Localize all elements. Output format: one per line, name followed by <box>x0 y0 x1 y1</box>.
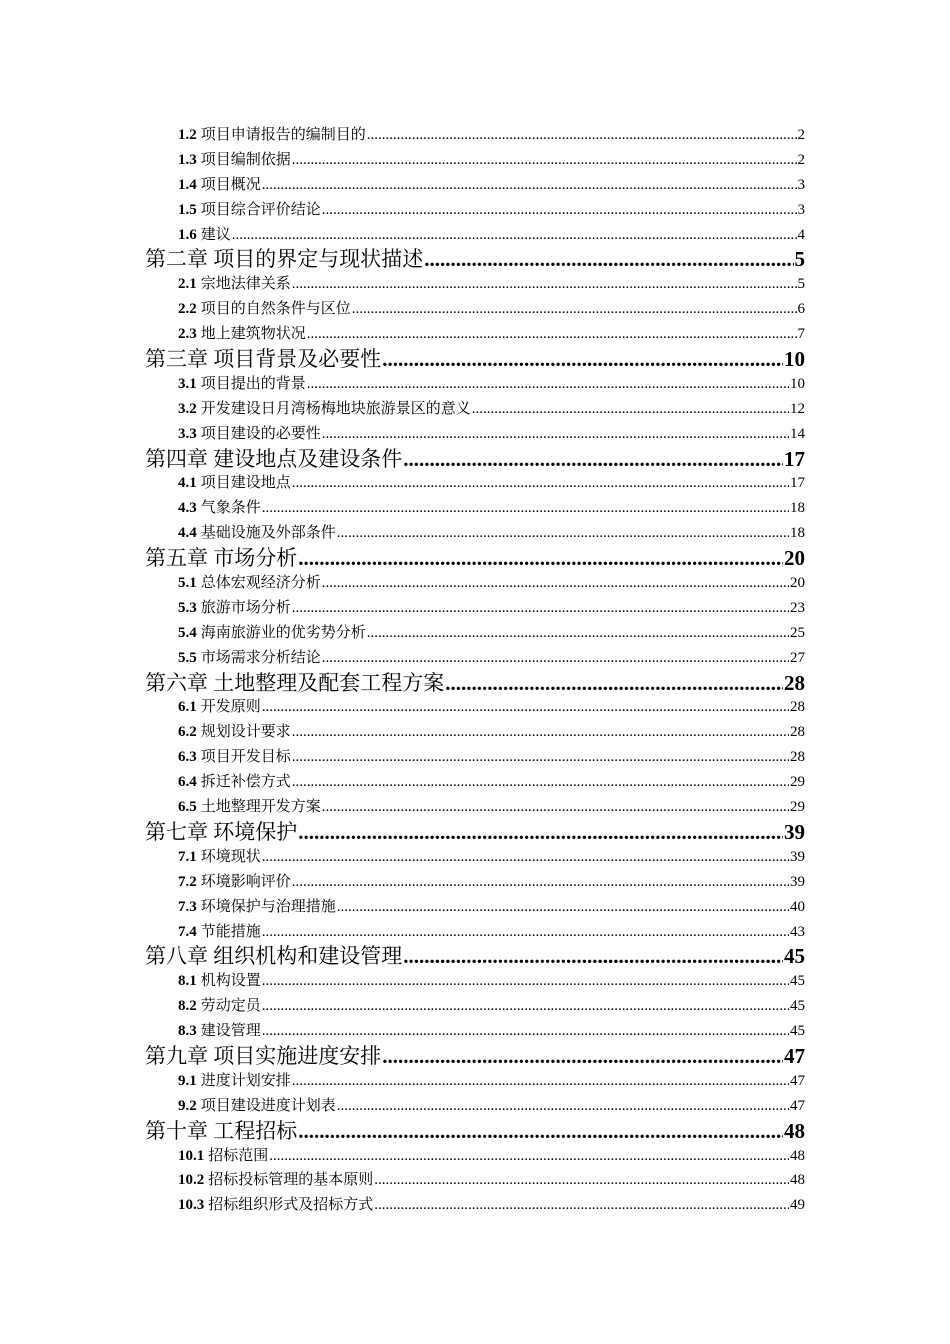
toc-entry-number: 4.3 <box>178 500 197 517</box>
toc-section-entry[interactable] <box>178 745 805 770</box>
toc-section-entry[interactable] <box>178 123 805 148</box>
toc-entry-number: 9.1 <box>178 1072 197 1089</box>
toc-entry-title: 建议 <box>200 226 231 243</box>
toc-page-number: 39 <box>790 873 805 890</box>
toc-entry-number: 10.3 <box>178 1197 205 1214</box>
toc-page-number: 47 <box>784 1043 805 1068</box>
toc-page-number: 28 <box>790 699 805 716</box>
toc-page-number: 3 <box>797 176 805 193</box>
toc-entry-title: 气象条件 <box>200 500 261 517</box>
toc-section-entry[interactable] <box>178 471 805 496</box>
toc-chapter-entry[interactable] <box>145 247 805 272</box>
toc-section-entry[interactable] <box>178 621 805 646</box>
toc-dot-leader <box>262 1019 789 1044</box>
toc-entry-title: 招标范围 <box>208 1147 269 1164</box>
toc-section-entry[interactable] <box>178 173 805 198</box>
toc-section-entry[interactable] <box>178 571 805 596</box>
toc-page-number: 48 <box>790 1172 805 1189</box>
toc-page-number: 5 <box>794 247 805 272</box>
toc-entry-title: 项目综合评价结论 <box>200 201 321 218</box>
toc-entry-number: 8.2 <box>178 998 197 1015</box>
toc-dot-leader <box>292 471 789 496</box>
toc-entry-title: 开发原则 <box>200 699 261 716</box>
toc-page-number: 48 <box>790 1147 805 1164</box>
toc-section-entry[interactable] <box>178 521 805 546</box>
toc-entry-number: 1.6 <box>178 226 197 243</box>
toc-entry-title: 项目编制依据 <box>200 151 291 168</box>
toc-entry-title: 项目建设进度计划表 <box>200 1097 336 1114</box>
toc-entry-number: 3.2 <box>178 400 197 417</box>
toc-dot-leader <box>322 198 797 223</box>
toc-entry-title: 总体宏观经济分析 <box>200 575 321 592</box>
toc-section-entry[interactable] <box>178 720 805 745</box>
toc-entry-title: 环境现状 <box>200 848 261 865</box>
toc-page-number: 39 <box>784 819 805 844</box>
toc-dot-leader <box>292 745 789 770</box>
toc-dot-leader <box>367 621 789 646</box>
toc-dot-leader <box>292 770 789 795</box>
toc-page-number: 18 <box>790 525 805 542</box>
toc-page-number: 3 <box>797 201 805 218</box>
toc-dot-leader <box>298 546 783 571</box>
toc-dot-leader <box>337 521 789 546</box>
toc-page-number: 45 <box>790 973 805 990</box>
toc-page-number: 39 <box>790 848 805 865</box>
toc-section-entry[interactable] <box>178 646 805 671</box>
toc-entry-title: 宗地法律关系 <box>200 276 291 293</box>
toc-page-number: 10 <box>790 375 805 392</box>
toc-page-number: 45 <box>790 1023 805 1040</box>
toc-page-number: 40 <box>790 898 805 915</box>
toc-page-number: 29 <box>790 774 805 791</box>
toc-page-number: 10 <box>784 347 805 372</box>
toc-entry-title: 第七章 环境保护 <box>145 819 298 844</box>
toc-entry-number: 2.3 <box>178 326 197 343</box>
toc-section-entry[interactable] <box>178 895 805 920</box>
toc-page-number: 18 <box>790 500 805 517</box>
toc-entry-number: 3.3 <box>178 425 197 442</box>
toc-entry-number: 3.1 <box>178 375 197 392</box>
toc-page-number: 2 <box>797 151 805 168</box>
toc-section-entry[interactable] <box>178 596 805 621</box>
toc-section-entry[interactable] <box>178 223 805 248</box>
toc-dot-leader <box>292 596 789 621</box>
toc-entry-title: 进度计划安排 <box>200 1072 291 1089</box>
toc-section-entry[interactable] <box>178 1168 805 1193</box>
toc-page-number: 49 <box>790 1197 805 1214</box>
toc-page-number: 28 <box>790 749 805 766</box>
toc-dot-leader <box>269 1144 789 1169</box>
toc-entry-title: 招标投标管理的基本原则 <box>208 1172 374 1189</box>
toc-entry-title: 第九章 项目实施进度安排 <box>145 1043 382 1068</box>
toc-dot-leader <box>292 1069 789 1094</box>
toc-page-number: 47 <box>790 1072 805 1089</box>
toc-entry-number: 7.1 <box>178 848 197 865</box>
toc-dot-leader <box>262 695 789 720</box>
toc-dot-leader <box>307 372 789 397</box>
toc-entry-title: 节能措施 <box>200 923 261 940</box>
toc-section-entry[interactable] <box>178 870 805 895</box>
toc-entry-title: 劳动定员 <box>200 998 261 1015</box>
toc-page-number: 43 <box>790 923 805 940</box>
toc-page-number: 28 <box>784 670 805 695</box>
toc-section-entry[interactable] <box>178 148 805 173</box>
toc-dot-leader <box>352 297 797 322</box>
toc-entry-title: 土地整理开发方案 <box>200 799 321 816</box>
toc-section-entry[interactable] <box>178 994 805 1019</box>
toc-dot-leader <box>262 920 789 945</box>
toc-page-number: 27 <box>790 649 805 666</box>
toc-page-number: 45 <box>784 944 805 969</box>
toc-dot-leader <box>262 994 789 1019</box>
toc-entry-number: 2.1 <box>178 276 197 293</box>
toc-page-number: 6 <box>797 301 805 318</box>
toc-entry-title: 海南旅游业的优劣势分析 <box>200 624 366 641</box>
toc-entry-number: 1.2 <box>178 127 197 143</box>
toc-entry-title: 规划设计要求 <box>200 724 291 741</box>
toc-section-entry[interactable] <box>178 198 805 223</box>
toc-chapter-entry[interactable] <box>145 447 805 472</box>
toc-section-entry[interactable] <box>178 372 805 397</box>
toc-section-entry[interactable] <box>178 969 805 994</box>
toc-entry-number: 4.1 <box>178 475 197 492</box>
toc-page-number: 47 <box>790 1097 805 1114</box>
toc-entry-title: 项目概况 <box>200 176 261 193</box>
toc-section-entry[interactable] <box>178 1193 805 1218</box>
toc-page-number: 48 <box>784 1118 805 1143</box>
toc-dot-leader <box>298 1119 783 1144</box>
toc-dot-leader <box>382 347 783 372</box>
toc-entry-title: 拆迁补偿方式 <box>200 774 291 791</box>
toc-dot-leader <box>262 845 789 870</box>
toc-entry-number: 8.1 <box>178 973 197 990</box>
toc-entry-title: 第十章 工程招标 <box>145 1118 298 1143</box>
toc-chapter-entry[interactable] <box>145 671 805 696</box>
toc-entry-title: 第四章 建设地点及建设条件 <box>145 446 403 471</box>
toc-dot-leader <box>322 571 789 596</box>
toc-entry-title: 第八章 组织机构和建设管理 <box>145 944 403 969</box>
toc-page-number: 20 <box>784 546 805 571</box>
toc-dot-leader <box>292 720 789 745</box>
toc-entry-title: 机构设置 <box>200 973 261 990</box>
toc-section-entry[interactable] <box>178 845 805 870</box>
toc-page-number: 45 <box>790 998 805 1015</box>
toc-entry-number: 9.2 <box>178 1097 197 1114</box>
toc-entry-title: 第二章 项目的界定与现状描述 <box>145 247 424 272</box>
toc-entry-title: 建设管理 <box>200 1023 261 1040</box>
toc-page-number: 5 <box>797 276 805 293</box>
toc-entry-number: 1.5 <box>178 201 197 218</box>
toc-entry-number: 7.4 <box>178 923 197 940</box>
toc-dot-leader <box>307 322 797 347</box>
toc-entry-number: 6.2 <box>178 724 197 741</box>
toc-entry-title: 项目开发目标 <box>200 749 291 766</box>
toc-dot-leader <box>374 1193 789 1218</box>
toc-entry-title: 市场需求分析结论 <box>200 649 321 666</box>
toc-dot-leader <box>322 646 789 671</box>
toc-entry-number: 6.1 <box>178 699 197 716</box>
toc-dot-leader <box>292 272 797 297</box>
toc-section-entry[interactable] <box>178 770 805 795</box>
toc-chapter-entry[interactable] <box>145 546 805 571</box>
toc-dot-leader <box>262 496 789 521</box>
toc-entry-number: 8.3 <box>178 1023 197 1040</box>
toc-section-entry[interactable] <box>178 1094 805 1119</box>
toc-entry-title: 基础设施及外部条件 <box>200 525 336 542</box>
toc-entry-number: 7.2 <box>178 873 197 890</box>
toc-entry-number: 5.4 <box>178 624 197 641</box>
toc-dot-leader <box>403 447 783 472</box>
toc-chapter-entry[interactable] <box>145 347 805 372</box>
toc-entry-title: 开发建设日月湾杨梅地块旅游景区的意义 <box>200 400 471 417</box>
toc-page-number: 23 <box>790 599 805 616</box>
toc-dot-leader <box>472 397 789 422</box>
toc-chapter-entry[interactable] <box>145 1119 805 1144</box>
toc-page-number: 17 <box>784 446 805 471</box>
toc-chapter-entry[interactable] <box>145 1044 805 1069</box>
toc-section-entry[interactable] <box>178 297 805 322</box>
toc-dot-leader <box>262 969 789 994</box>
toc-entry-number: 1.3 <box>178 151 197 168</box>
toc-entry-number: 10.2 <box>178 1172 205 1189</box>
toc-section-entry[interactable] <box>178 496 805 521</box>
toc-dot-leader <box>262 173 797 198</box>
toc-dot-leader <box>292 870 789 895</box>
toc-entry-title: 第六章 土地整理及配套工程方案 <box>145 670 445 695</box>
toc-entry-title: 项目申请报告的编制目的 <box>200 127 366 143</box>
toc-entry-title: 招标组织形式及招标方式 <box>208 1197 374 1214</box>
toc-section-entry[interactable] <box>178 272 805 297</box>
toc-section-entry[interactable] <box>178 920 805 945</box>
toc-dot-leader <box>232 223 797 248</box>
toc-page-number: 14 <box>790 425 805 442</box>
toc-page-number: 4 <box>797 226 805 243</box>
toc-dot-leader <box>403 944 783 969</box>
toc-entry-number: 5.3 <box>178 599 197 616</box>
toc-page-number: 17 <box>790 475 805 492</box>
toc-entry-number: 5.1 <box>178 575 197 592</box>
toc-entry-number: 6.5 <box>178 799 197 816</box>
toc-page-number: 2 <box>797 127 805 143</box>
toc-dot-leader <box>424 247 793 272</box>
toc-section-entry[interactable] <box>178 795 805 820</box>
toc-entry-number: 6.4 <box>178 774 197 791</box>
toc-entry-title: 项目建设地点 <box>200 475 291 492</box>
toc-entry-title: 项目建设的必要性 <box>200 425 321 442</box>
toc-page-number: 7 <box>797 326 805 343</box>
toc-entry-number: 10.1 <box>178 1147 205 1164</box>
toc-dot-leader <box>382 1044 783 1069</box>
toc-entry-number: 4.4 <box>178 525 197 542</box>
toc-entry-title: 第五章 市场分析 <box>145 546 298 571</box>
toc-page-number: 12 <box>790 400 805 417</box>
toc-entry-title: 旅游市场分析 <box>200 599 291 616</box>
toc-dot-leader <box>292 148 797 173</box>
toc-dot-leader <box>367 123 797 148</box>
toc-entry-number: 6.3 <box>178 749 197 766</box>
toc-section-entry[interactable] <box>178 322 805 347</box>
toc-dot-leader <box>322 422 789 447</box>
table-of-contents <box>0 123 950 1218</box>
toc-section-entry[interactable] <box>178 422 805 447</box>
toc-entry-title: 项目的自然条件与区位 <box>200 301 351 318</box>
toc-dot-leader <box>374 1168 789 1193</box>
toc-section-entry[interactable] <box>178 397 805 422</box>
toc-page-number: 29 <box>790 799 805 816</box>
toc-entry-number: 7.3 <box>178 898 197 915</box>
toc-page-number: 25 <box>790 624 805 641</box>
toc-chapter-entry[interactable] <box>145 944 805 969</box>
toc-entry-title: 地上建筑物状况 <box>200 326 306 343</box>
toc-entry-number: 5.5 <box>178 649 197 666</box>
toc-page-number: 20 <box>790 575 805 592</box>
toc-section-entry[interactable] <box>178 1144 805 1169</box>
toc-section-entry[interactable] <box>178 1019 805 1044</box>
toc-entry-number: 2.2 <box>178 301 197 318</box>
toc-dot-leader <box>445 671 783 696</box>
toc-dot-leader <box>322 795 789 820</box>
toc-page-number: 28 <box>790 724 805 741</box>
toc-entry-title: 环境影响评价 <box>200 873 291 890</box>
toc-dot-leader <box>337 895 789 920</box>
toc-dot-leader <box>337 1094 789 1119</box>
toc-chapter-entry[interactable] <box>145 820 805 845</box>
toc-entry-title: 环境保护与治理措施 <box>200 898 336 915</box>
toc-entry-title: 第三章 项目背景及必要性 <box>145 347 382 372</box>
toc-section-entry[interactable] <box>178 1069 805 1094</box>
toc-entry-title: 项目提出的背景 <box>200 375 306 392</box>
toc-dot-leader <box>298 820 783 845</box>
toc-section-entry[interactable] <box>178 695 805 720</box>
toc-entry-number: 1.4 <box>178 176 197 193</box>
